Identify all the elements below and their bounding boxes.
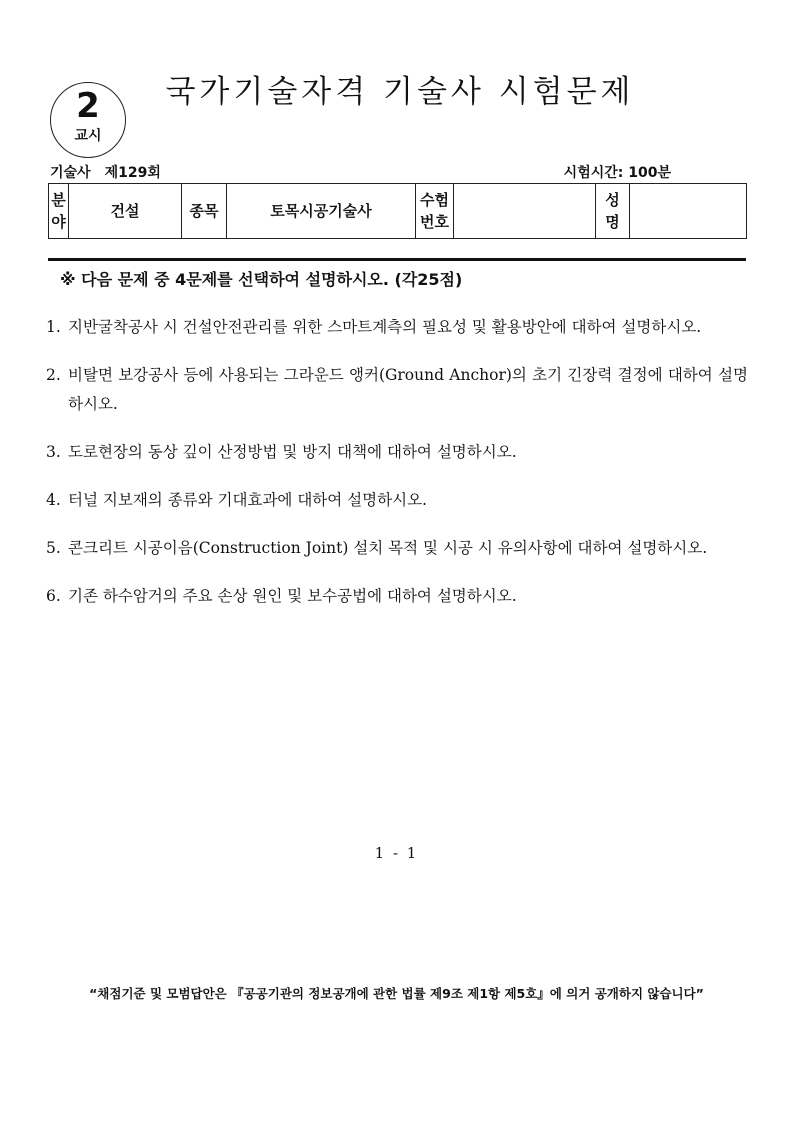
exam-round: 제129회 <box>104 165 161 181</box>
question-text: 도로현장의 동상 깊이 산정방법 및 방지 대책에 대하여 설명하시오. <box>68 443 517 461</box>
question-number: 3. <box>46 443 61 461</box>
question-item <box>46 361 748 419</box>
exam-info-table <box>48 183 747 239</box>
session-label: 교시 <box>74 128 102 144</box>
question-number: 2. <box>46 366 61 384</box>
question-list <box>46 313 748 630</box>
question-text: 기존 하수암거의 주요 손상 원인 및 보수공법에 대하여 설명하시오. <box>68 587 517 605</box>
question-item <box>46 438 748 467</box>
field-value: 건설 <box>69 184 182 239</box>
page-title: 국가기술자격 기술사 시험문제 <box>165 74 635 110</box>
footer-note: “채점기준 및 모범답안은 『공공기관의 정보공개에 관한 법률 제9조 제1항 제5호』에 의거 공개하지 않습니다” <box>89 986 704 1001</box>
session-badge <box>50 82 126 158</box>
question-number: 1. <box>46 318 61 336</box>
exam-number-field[interactable] <box>454 184 596 239</box>
exam-meta-left <box>50 163 161 183</box>
question-number: 5. <box>46 539 61 557</box>
field-label: 분 야 <box>49 184 69 239</box>
question-text: 비탈면 보강공사 등에 사용되는 그라운드 앵커(Ground Anchor)의 초기 긴장력 결정에 대하여 설명하시오. <box>68 366 748 413</box>
divider <box>48 258 746 261</box>
session-number: 2 <box>76 86 100 126</box>
subject-value: 토목시공기술사 <box>227 184 416 239</box>
question-number: 4. <box>46 491 61 509</box>
exam-type: 기술사 <box>50 165 91 181</box>
question-text: 콘크리트 시공이음(Construction Joint) 설치 목적 및 시공 시 유의사항에 대하여 설명하시오. <box>68 539 708 557</box>
subject-label: 종목 <box>182 184 227 239</box>
question-item <box>46 486 748 515</box>
name-label: 성 명 <box>596 184 630 239</box>
question-item <box>46 313 748 342</box>
question-number: 6. <box>46 587 61 605</box>
exam-number-label: 수험 번호 <box>416 184 454 239</box>
page-number: 1 - 1 <box>374 844 419 862</box>
name-field[interactable] <box>630 184 747 239</box>
question-text: 지반굴착공사 시 건설안전관리를 위한 스마트계측의 필요성 및 활용방안에 대하여 설명하시오. <box>68 318 702 336</box>
exam-time: 시험시간: 100분 <box>563 165 671 181</box>
instruction-text: ※ 다음 문제 중 4문제를 선택하여 설명하시오. (각25점) <box>60 270 463 289</box>
question-item <box>46 534 748 563</box>
question-item <box>46 582 748 611</box>
question-text: 터널 지보재의 종류와 기대효과에 대하여 설명하시오. <box>68 491 427 509</box>
